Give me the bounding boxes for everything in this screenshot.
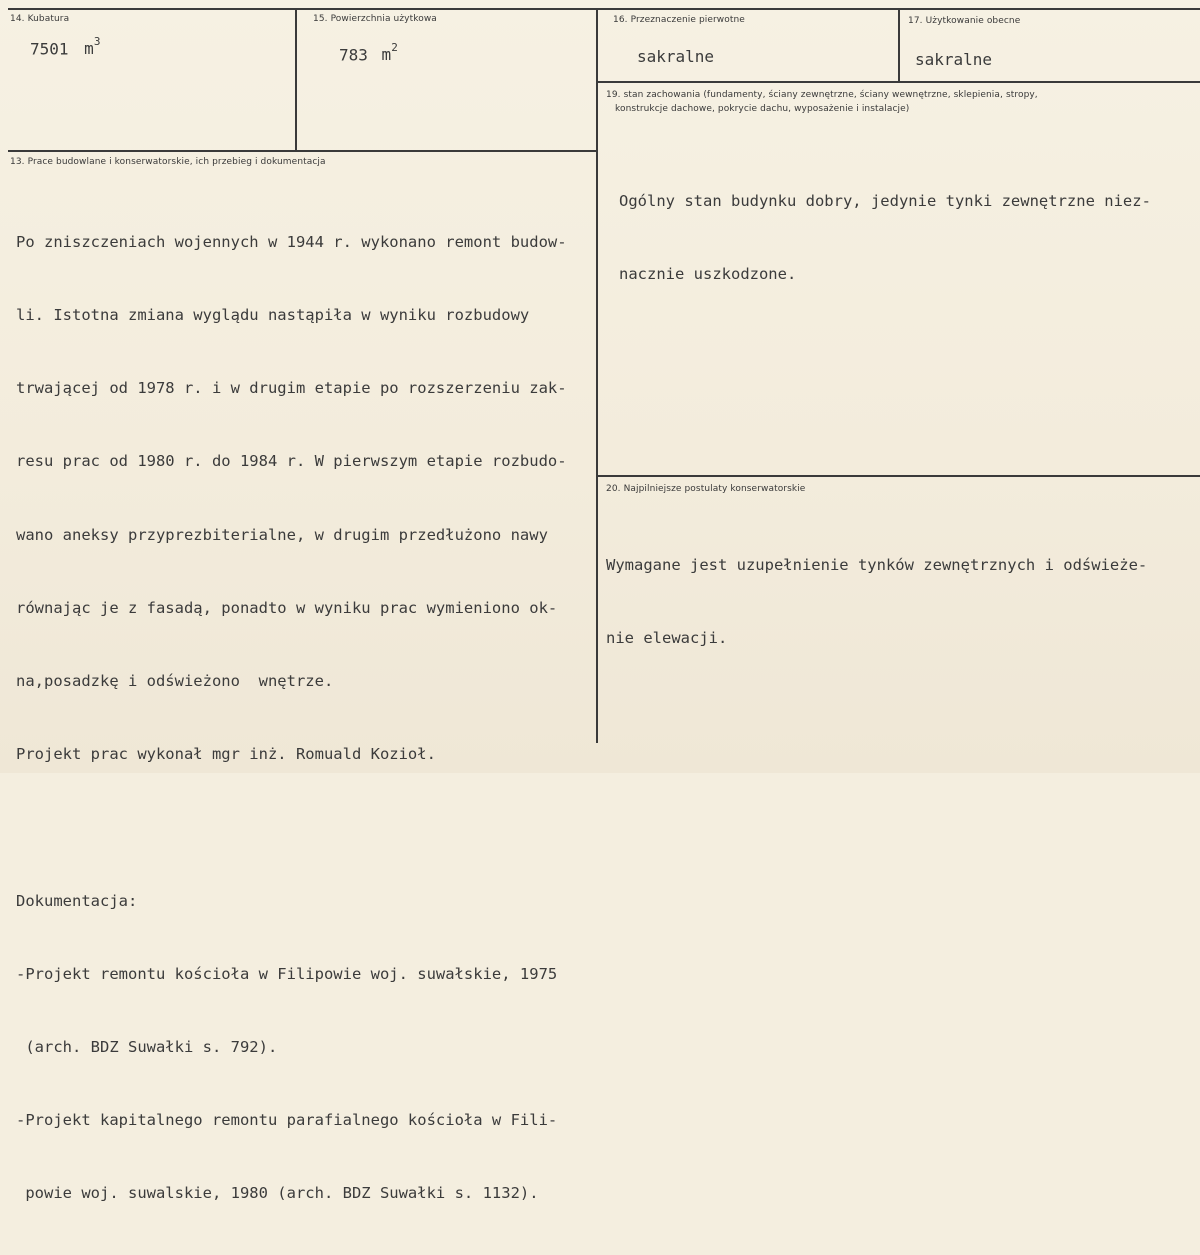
stan-label-line1: 19. stan zachowania (fundamenty, ściany zewnętrzne, ściany wewnętrzne, sklepienia, stropy, [606, 90, 1038, 100]
postulaty-line: nie elewacji. [606, 629, 728, 648]
stan-text [619, 140, 1151, 335]
powierzchnia-unit: m [381, 45, 392, 65]
prace-line [16, 815, 567, 839]
przeznaczenie-value: sakralne [637, 47, 715, 66]
stan-line: nacznie uszkodzone. [619, 265, 797, 284]
prace-line: Po zniszczeniach wojennych w 1944 r. wykonano remont budow- [16, 232, 567, 251]
top-border [8, 8, 1200, 10]
powierzchnia-label: 15. Powierzchnia użytkowa [313, 14, 437, 24]
postulaty-line: Wymagane jest uzupełnienie tynków zewnętrznych i odświeże- [606, 555, 1148, 574]
postulaty-text [606, 504, 1147, 699]
divider-h-left [8, 150, 598, 152]
kubatura-unit-exponent: 3 [93, 35, 101, 48]
prace-line: li. Istotna zmiana wyglądu nastąpiła w wyniku rozbudowy [16, 306, 530, 325]
prace-line: Dokumentacja: [16, 891, 138, 910]
prace-line: (arch. BDZ Suwałki s. 792). [16, 1038, 278, 1057]
divider-v-1 [295, 8, 297, 151]
stan-line: Ogólny stan budynku dobry, jedynie tynki zewnętrzne niez- [619, 191, 1151, 210]
divider-v-center [596, 8, 598, 743]
prace-line: Projekt prac wykonał mgr inż. Romuald Kozioł. [16, 745, 436, 764]
divider-h-right-top [597, 81, 1200, 83]
divider-h-right-mid [597, 475, 1200, 477]
stan-label-line2: konstrukcje dachowe, pokrycie dachu, wyposażenie i instalacje) [615, 104, 910, 114]
prace-line: resu prac od 1980 r. do 1984 r. W pierwszym etapie rozbudo- [16, 452, 567, 471]
kubatura-label: 14. Kubatura [10, 14, 70, 24]
uzytkowanie-label: 17. Użytkowanie obecne [908, 16, 1021, 26]
postulaty-label: 20. Najpilniejsze postulaty konserwatorskie [606, 484, 806, 494]
powierzchnia-value [339, 41, 398, 65]
powierzchnia-unit-exponent: 2 [391, 41, 398, 54]
divider-v-2 [898, 8, 900, 82]
kubatura-number: 7501 [30, 39, 69, 59]
kubatura-value [30, 35, 101, 59]
prace-label: 13. Prace budowlane i konserwatorskie, ich przebieg i dokumentacja [10, 157, 326, 167]
prace-line: na,posadzkę i odświeżono wnętrze. [16, 672, 334, 691]
powierzchnia-number: 783 [339, 45, 368, 65]
prace-line: -Projekt remontu kościoła w Filipowie woj. suwałskie, 1975 [16, 964, 558, 983]
prace-line: trwającej od 1978 r. i w drugim etapie po rozszerzeniu zak- [16, 379, 567, 398]
prace-line: równając je z fasadą, ponadto w wyniku prac wymieniono ok- [16, 598, 558, 617]
uzytkowanie-value: sakralne [915, 50, 993, 69]
przeznaczenie-label: 16. Przeznaczenie pierwotne [613, 15, 745, 25]
prace-line: powie woj. suwalskie, 1980 (arch. BDZ Suwałki s. 1132). [16, 1184, 539, 1203]
prace-line: wano aneksy przyprezbiterialne, w drugim przedłużono nawy [16, 525, 548, 544]
prace-text [16, 181, 567, 1255]
kubatura-unit: m [84, 39, 94, 59]
prace-line: -Projekt kapitalnego remontu parafialnego kościoła w Fili- [16, 1111, 558, 1130]
